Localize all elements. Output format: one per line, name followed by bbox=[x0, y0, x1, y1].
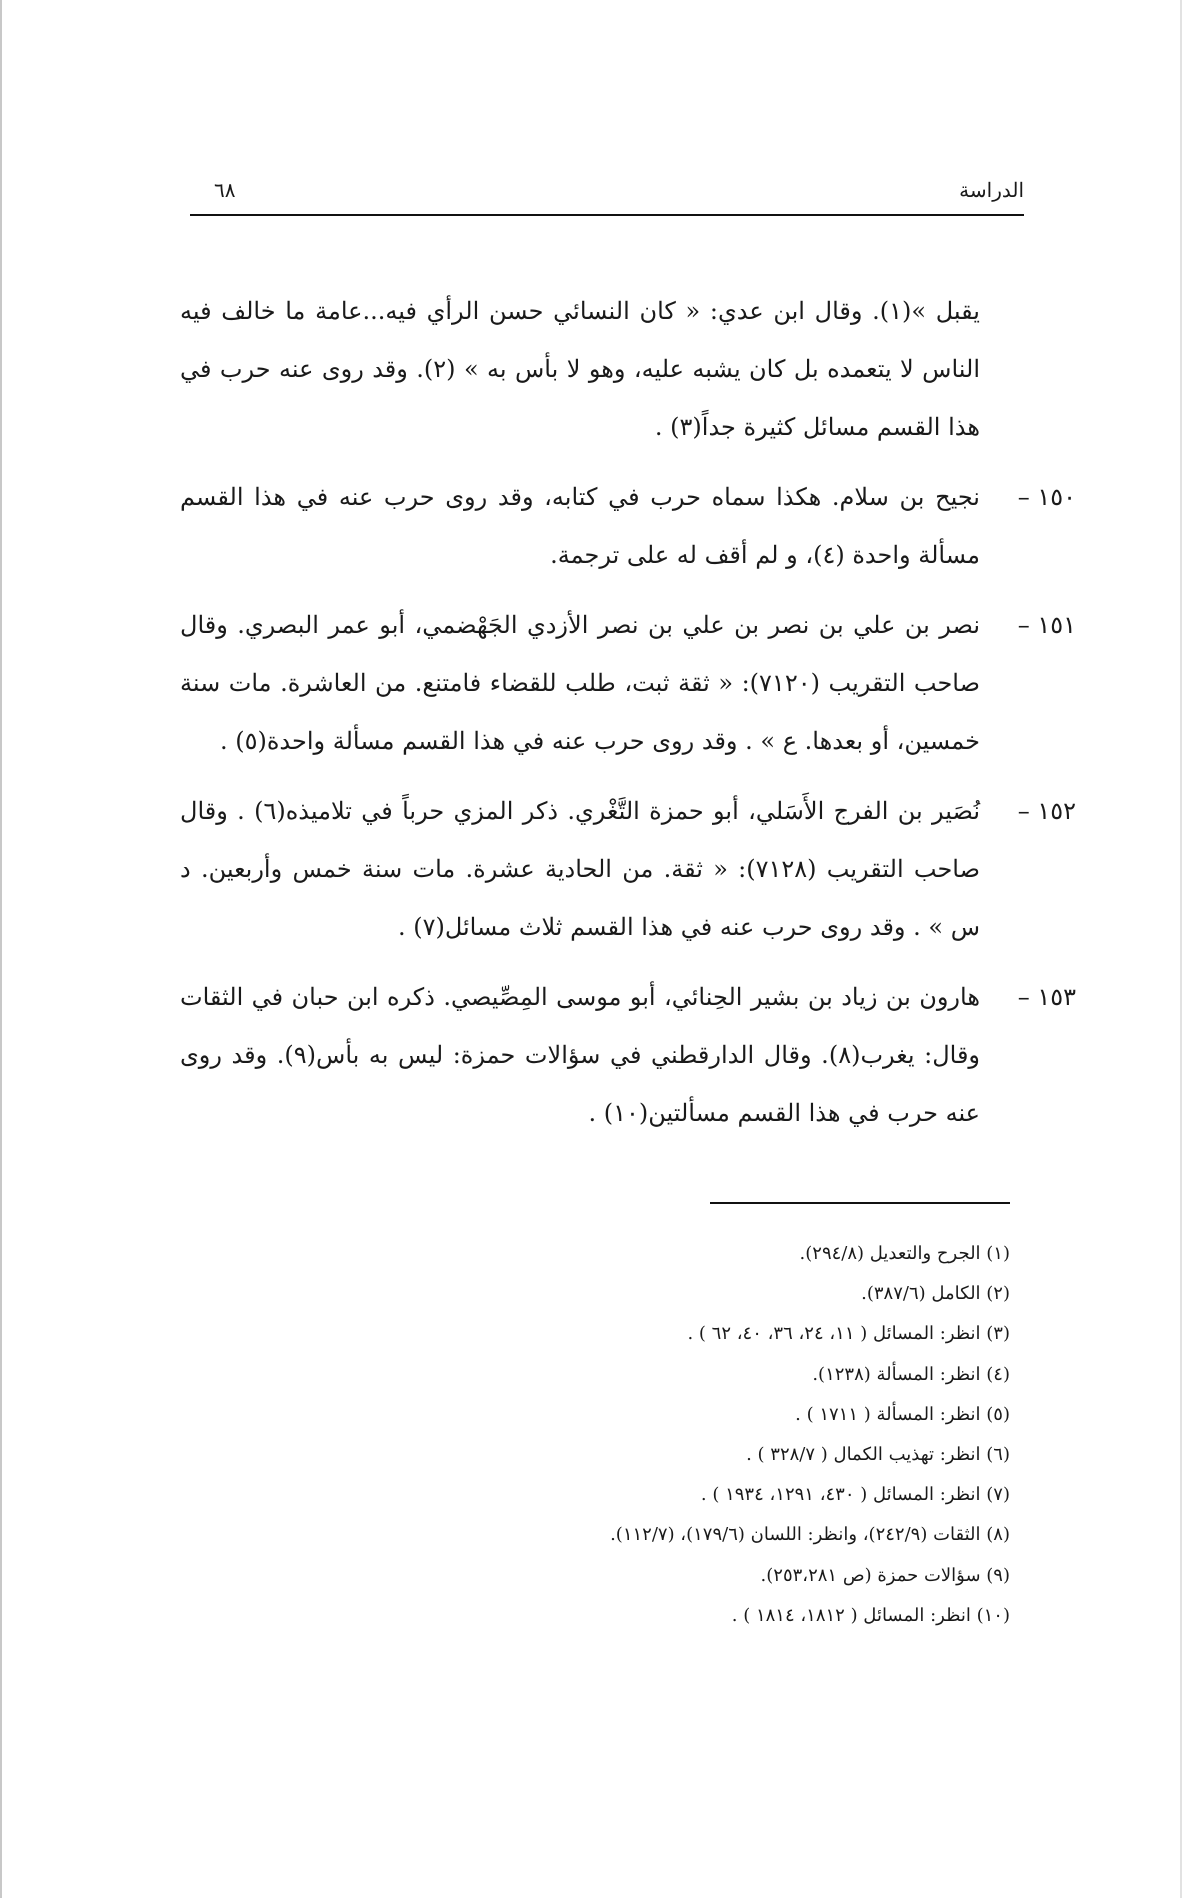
footnote: (٥) انظر: المسألة ( ١٧١١ ) . bbox=[795, 1403, 1010, 1425]
main-text bbox=[180, 282, 1076, 1154]
continued-paragraph: يقبل »(١). وقال ابن عدي: « كان النسائي حسن الرأي فيه...عامة ما خالف فيه الناس لا يتعمده بل كان يشبه عليه، وهو لا بأس به » (٢). وقد روى عنه حرب في هذا القسم مسائل كثيرة جداً(٣) . bbox=[180, 297, 980, 441]
footnote: (٤) انظر: المسألة (١٢٣٨). bbox=[812, 1363, 1010, 1385]
entry-text: هارون بن زياد بن بشير الحِنائي، أبو موسى المِصِّيصي. ذكره ابن حبان في الثقات وقال: يغرب(٨). وقال الدارقطني في سؤالات حمزة: ليس به بأس(٩). وقد روى عنه حرب في هذا القسم مسألتين(١٠) . bbox=[180, 983, 981, 1127]
header-rule bbox=[190, 214, 1024, 216]
footnote: (٨) الثقات (٢٤٢/٩)، وانظر: اللسان (١٧٩/٦)، (١١٢/٧). bbox=[610, 1524, 1010, 1546]
biography-entry bbox=[180, 468, 1076, 584]
running-header bbox=[190, 172, 1024, 216]
footnote: (٧) انظر: المسائل ( ٤٣٠، ١٢٩١، ١٩٣٤ ) . bbox=[700, 1484, 1010, 1506]
page-number: ٦٨ bbox=[214, 178, 236, 202]
running-title: الدراسة bbox=[959, 178, 1024, 202]
footnote: (٣) انظر: المسائل ( ١١، ٢٤، ٣٦، ٤٠، ٦٢ ) . bbox=[687, 1323, 1010, 1345]
footnotes bbox=[180, 1234, 1010, 1636]
scan-edge-left bbox=[0, 0, 2, 1898]
entry-number: ١٥٣ – bbox=[1017, 983, 1076, 1011]
biography-entry bbox=[180, 968, 1076, 1142]
footnote: (٩) سؤالات حمزة (ص ٢٥٣،٢٨١). bbox=[760, 1564, 1010, 1586]
footnote-rule bbox=[710, 1202, 1010, 1204]
entry-text: نصر بن علي بن نصر بن علي بن نصر الأزدي الجَهْضمي، أبو عمر البصري. وقال صاحب التقريب (٧١٢٠): « ثقة ثبت، طلب للقضاء فامتنع. من العاشرة. مات سنة خمسين، أو بعدها. ع » . وقد روى حرب عنه في هذا القسم مسألة واحدة(٥) . bbox=[180, 611, 981, 755]
entry-number: ١٥١ – bbox=[1017, 611, 1076, 639]
footnote: (٦) انظر: تهذيب الكمال ( ٣٢٨/٧ ) . bbox=[746, 1444, 1010, 1466]
footnote: (٢) الكامل (٣٨٧/٦). bbox=[861, 1283, 1010, 1305]
entry-number: ١٥٠ – bbox=[1017, 483, 1076, 511]
entry-text: نجيح بن سلام. هكذا سماه حرب في كتابه، وقد روى حرب عنه في هذا القسم مسألة واحدة (٤)، و لم أقف له على ترجمة. bbox=[180, 483, 980, 569]
entry-text: نُصَير بن الفرج الأَسَلي، أبو حمزة التَّغْري. ذكر المزي حرباً في تلاميذه(٦) . وقال صاحب التقريب (٧١٢٨): « ثقة. من الحادية عشرة. مات سنة خمس وأربعين. د س » . وقد روى حرب عنه في هذا القسم ثلاث مسائل(٧) . bbox=[180, 797, 981, 941]
entry-number: ١٥٢ – bbox=[1017, 797, 1076, 825]
footnote: (١٠) انظر: المسائل ( ١٨١٢، ١٨١٤ ) . bbox=[731, 1604, 1010, 1626]
footnote: (١) الجرح والتعديل (٢٩٤/٨). bbox=[799, 1243, 1010, 1264]
biography-entry bbox=[180, 782, 1076, 956]
biography-entry bbox=[180, 596, 1076, 770]
